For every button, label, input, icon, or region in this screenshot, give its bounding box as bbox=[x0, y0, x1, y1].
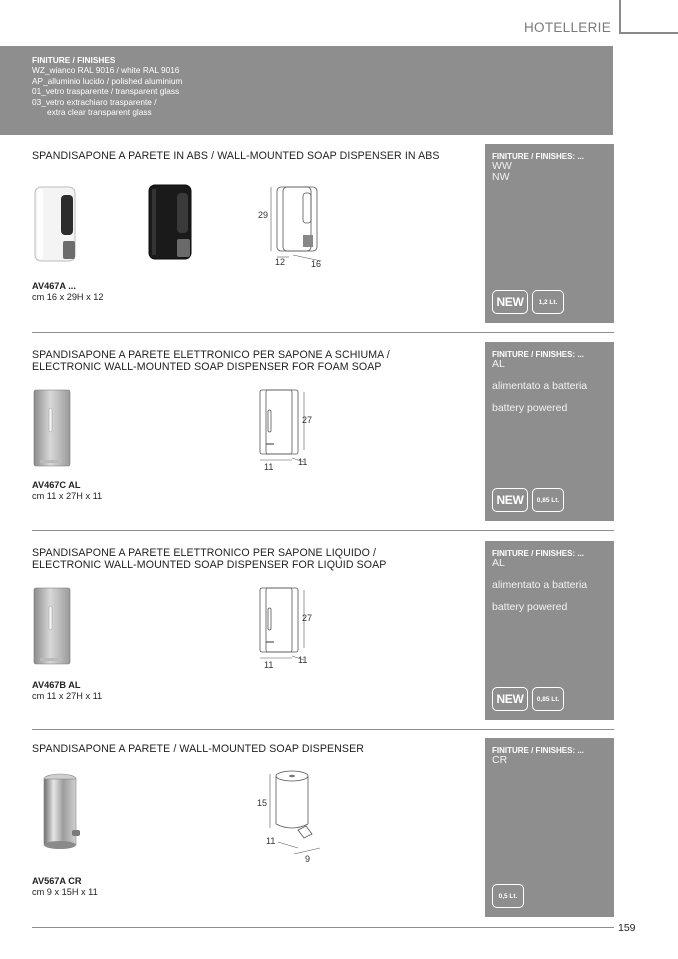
finish-panel bbox=[485, 738, 614, 917]
badge-row bbox=[492, 290, 564, 314]
finish-note: battery powered bbox=[492, 401, 568, 414]
product-size: cm 11 x 27H x 11 bbox=[32, 490, 103, 501]
product-title-line: SPANDISAPONE A PARETE IN ABS / WALL-MOUNTED SOAP DISPENSER IN ABS bbox=[32, 150, 440, 162]
finish-value: AL bbox=[492, 557, 505, 569]
steel-dispenser-image bbox=[32, 388, 74, 468]
finish-value: CR bbox=[492, 754, 508, 766]
finish-panel-title: FINITURE / FINISHES: ... bbox=[492, 350, 585, 359]
finish-panel bbox=[485, 144, 614, 323]
volume-badge: 0,85 Lt. bbox=[532, 488, 564, 512]
corner-mark-horizontal bbox=[619, 32, 678, 34]
product-code: AV467C AL bbox=[32, 480, 81, 490]
product-size: cm 16 x 29H x 12 bbox=[32, 291, 104, 302]
technical-drawing bbox=[254, 768, 334, 864]
dim-depth: 11 bbox=[298, 655, 308, 665]
dim-depth: 11 bbox=[298, 457, 308, 467]
badge-row bbox=[492, 687, 564, 711]
product-title bbox=[32, 547, 386, 571]
section-divider bbox=[32, 332, 614, 333]
technical-drawing bbox=[255, 183, 335, 273]
finish-panel bbox=[485, 541, 614, 720]
product-title-line: ELECTRONIC WALL-MOUNTED SOAP DISPENSER FOR FOAM SOAP bbox=[32, 361, 382, 373]
finish-panel-title: FINITURE / FINISHES: ... bbox=[492, 152, 585, 161]
finish-panel-title: FINITURE / FINISHES: ... bbox=[492, 549, 585, 558]
product-title-line: SPANDISAPONE A PARETE ELETTRONICO PER SAPONE LIQUIDO / bbox=[32, 547, 377, 559]
volume-badge: 1,2 Lt. bbox=[532, 290, 564, 314]
section-divider bbox=[32, 530, 614, 531]
product-code: AV467A ... bbox=[32, 281, 76, 291]
finish-line: WZ_wianco RAL 9016 / white RAL 9016 bbox=[32, 65, 180, 76]
steel-dispenser-image bbox=[32, 586, 74, 666]
dim-height: 27 bbox=[302, 415, 313, 425]
finish-line: extra clear transparent glass bbox=[47, 107, 152, 118]
dim-width: 12 bbox=[275, 257, 286, 267]
technical-drawing bbox=[252, 586, 332, 676]
finish-note: alimentato a batteria bbox=[492, 578, 588, 591]
product-title-line: ELECTRONIC WALL-MOUNTED SOAP DISPENSER FOR LIQUID SOAP bbox=[32, 559, 387, 571]
product-title bbox=[32, 150, 440, 162]
product-title bbox=[32, 349, 390, 373]
product-code-block bbox=[32, 680, 102, 701]
dim-width: 11 bbox=[264, 462, 274, 472]
new-badge: NEW bbox=[492, 290, 528, 314]
chrome-dispenser-image bbox=[40, 772, 86, 852]
section-divider bbox=[32, 729, 614, 730]
badge-row bbox=[492, 884, 524, 908]
finish-value: WW bbox=[492, 160, 512, 172]
dim-width: 11 bbox=[266, 836, 276, 846]
technical-drawing bbox=[252, 388, 332, 478]
finish-panel bbox=[485, 342, 614, 521]
section-label: HOTELLERIE bbox=[523, 20, 611, 35]
finish-panel-title: FINITURE / FINISHES: ... bbox=[492, 746, 585, 755]
corner-mark-vertical bbox=[619, 0, 621, 34]
new-badge: NEW bbox=[492, 687, 528, 711]
finish-line: 01_vetro trasparente / transparent glass bbox=[32, 86, 180, 97]
product-code: AV567A CR bbox=[32, 876, 82, 886]
finish-note: alimentato a batteria bbox=[492, 379, 588, 392]
black-dispenser-image bbox=[147, 183, 195, 263]
product-title-line: SPANDISAPONE A PARETE / WALL-MOUNTED SOAP DISPENSER bbox=[32, 743, 365, 755]
finishes-legend bbox=[0, 46, 613, 135]
dim-height: 27 bbox=[302, 613, 313, 623]
volume-badge: 0,5 Lt. bbox=[492, 884, 524, 908]
product-size: cm 11 x 27H x 11 bbox=[32, 690, 103, 701]
finishes-legend-title: FINITURE / FINISHES bbox=[32, 55, 116, 65]
product-code-block bbox=[32, 480, 102, 501]
finish-line: 03_vetro extrachiaro trasparente / bbox=[32, 96, 157, 107]
page-number: 159 bbox=[618, 922, 636, 934]
product-code: AV467B AL bbox=[32, 680, 81, 690]
volume-badge: 0,85 Lt. bbox=[532, 687, 564, 711]
product-code-block bbox=[32, 876, 98, 897]
product-code-block bbox=[32, 281, 104, 302]
finish-value: AL bbox=[492, 358, 505, 370]
finish-value: NW bbox=[492, 170, 510, 183]
product-title bbox=[32, 743, 364, 755]
dim-width: 11 bbox=[264, 660, 274, 670]
new-badge: NEW bbox=[492, 488, 528, 512]
dim-height: 15 bbox=[257, 798, 268, 808]
finish-note: battery powered bbox=[492, 600, 568, 613]
white-dispenser-image bbox=[33, 185, 78, 265]
badge-row bbox=[492, 488, 564, 512]
product-size: cm 9 x 15H x 11 bbox=[32, 886, 98, 897]
product-title-line: SPANDISAPONE A PARETE ELETTRONICO PER SAPONE A SCHIUMA / bbox=[32, 349, 390, 361]
footer-line bbox=[32, 927, 614, 928]
dim-height: 29 bbox=[258, 210, 269, 220]
dim-depth: 9 bbox=[305, 854, 311, 864]
dim-depth: 16 bbox=[311, 259, 322, 269]
finish-line: AP_alluminio lucido / polished aluminium bbox=[32, 75, 183, 86]
